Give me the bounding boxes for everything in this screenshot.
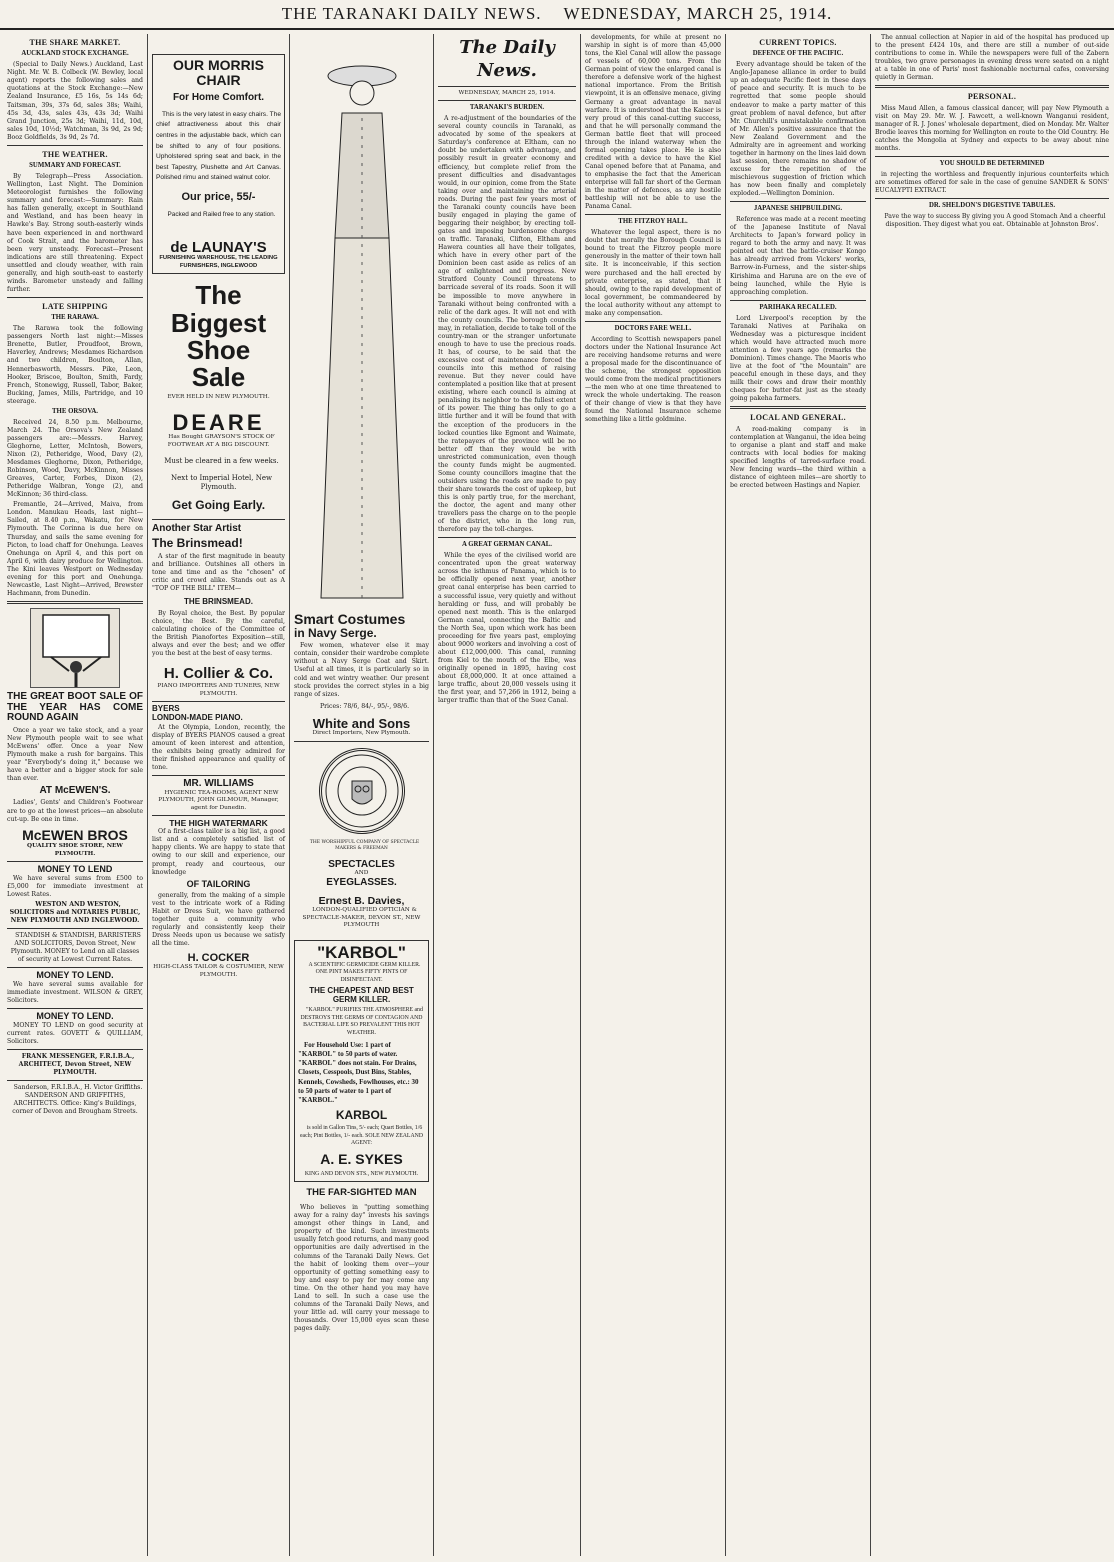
rarawa-heading: THE RARAWA. — [51, 314, 99, 322]
column-rule — [725, 34, 726, 1556]
orsova-text: Received 24, 8.50 p.m. Melbourne, March 24. The Orsova's New Zealand passengers are:—Messrs. Harvey, Gleghorne, Letter, McIntosh, Bowers, Nixon (2), Petheridge, Wood, Davy (2), Mesdames Gleghorne, Dixon, Petheridge, Robinson, Wood, Davy, McKinnon, Misses Greaves, Carter, Forbes, Dixon (2), Petheridge Walbran, Yonge (2), and McKinnon; 36 third-class. — [7, 418, 143, 499]
karbol-heading: "KARBOL" — [317, 942, 406, 962]
weather-heading: THE WEATHER. — [42, 149, 108, 159]
deare-text: Has Bought GRAYSON'S STOCK OF FOOTWEAR AT A BIG DISCOUNT. — [167, 434, 275, 448]
personal-heading: PERSONAL. — [967, 92, 1017, 102]
parihaka-text: Lord Liverpool's reception by the Taranaki Natives at Parihaka on Wednesday was a picturesque incident which would have attracted much more attention a few years ago (remarks the Dominion). Times change. The Maoris who live at the foot of "the Mountain" are peaceful enough in these days, and they milk their cows and draw their monthly cheques for butter-fat just as the steady going pakeha farmers. — [730, 314, 866, 403]
deare-text-3: Next to Imperial Hotel, New Plymouth. — [171, 474, 272, 492]
orsova-heading: THE ORSOVA. — [52, 407, 98, 415]
sanderson-text: in rejecting the worthless and frequently injurious counterfeits which are sometimes offered for sale in the case of genuine SANDER & SONS' EUCALYPTI EXTRACT. — [875, 170, 1109, 195]
daily-news-logo: The Daily News. — [459, 37, 555, 82]
watermark-text: Of a first-class tailor is a big list, a good list and a completely satisfied list of happy clients. We are happy to state that owing to our skill and experience, our prompt, ready and courteous, our knowledge — [152, 828, 285, 876]
defence-text: Every advantage should be taken of the Anglo-Japanese alliance in order to build up an adequate Pacific fleet in these days of peace and security. It is much to be regretted that some people should endeavor to make a party matter of this great problem of naval defence, but after Mr. Churchill's unmistakable confirmation of Mr. Allen's positive assurance that the New Zealand Government and the Admiralty are in agreement and working together in harmony on the lines laid down last session, there remains no shadow of excuse for the repetition of the mischievous suggestion of friction which has now been finally and completely exploded.—Wellington Dominion. — [730, 61, 866, 198]
byers-text: At the Olympia, London, recently, the display of BYERS PIANOS caused a great amount of keen interest and attention, the exhibits being greatly admired for their finished appearance and quality of tone. — [152, 723, 285, 772]
tabules-heading: DR. SHELDON'S DIGESTIVE TABULES. — [928, 202, 1056, 210]
shoe-sale-word-2: Biggest — [170, 307, 267, 338]
sanderson-heading: YOU SHOULD BE DETERMINED — [939, 160, 1045, 168]
money-lend-text-3: MONEY TO LEND on good security at current rates. GOVETT & QUILLIAM, Solicitors. — [7, 1021, 143, 1045]
masthead-date: WEDNESDAY, MARCH 25, 1914. — [563, 4, 833, 23]
karbol-ad — [294, 940, 429, 1182]
brinsmead-text: By Royal choice, the Best. By popular choice, the Best. By the careful, calculating choice of the Committee of the British Pianofortes Exposition—still, always and ever the best; and we offer you the best at the best of easy terms. — [152, 609, 285, 658]
sykes-subtitle: KING AND DEVON STS., NEW PLYMOUTH. — [304, 1170, 419, 1177]
column-4 — [435, 34, 579, 1554]
karbol-usage: For Household Use: 1 part of "KARBOL" to 50 parts of water. "KARBOL" does not stain. For Drains, Closets, Cesspools, Dust Bins, Stables, Kennels, Cowsheds, Fowlhouses, etc.: 30 to 50 parts of water to 1 part of "KARBOL." — [298, 1041, 419, 1104]
mcewen-name: McEWEN BROS — [22, 826, 128, 843]
morris-chair-text: This is the very latest in easy chairs. The chief attractiveness about this chair centres in the adjustable back, which can be shifted to any of four positions. Upholstered spring seat and back, in the best Tapestry, Plushette and Art Canvas. Polished rimu and stained walnut color. — [156, 110, 281, 182]
white-sons-subtitle: Direct Importers, New Plymouth. — [312, 730, 411, 737]
costume-subheading: in Navy Serge. — [294, 625, 377, 640]
sanderson-notice: Sanderson, F.R.I.B.A., H. Victor Griffiths. SANDERSON AND GRIFFITHS, ARCHITECTS. Office: King's Buildings, corner of Devon and Brougham Streets. — [12, 1083, 143, 1116]
current-topics-heading: CURRENT TOPICS. — [759, 38, 837, 47]
money-lend-text-2: We have several sums available for immediate investment. WILSON & GREY, Solicitors. — [7, 980, 143, 1005]
weston-notice: WESTON AND WESTON, SOLICITORS and NOTARIES PUBLIC, NEW PLYMOUTH AND INGLEWOOD. — [9, 901, 141, 925]
star-artist-text: A star of the first magnitude in beauty and brilliance. Outshines all others in tone and time and as the "chosen" of critic and crowd alike. Stands out as A "TOP OF THE BILL" ITEM— — [152, 553, 285, 593]
column-1 — [4, 34, 146, 1554]
weather-text: By Telegraph—Press Association. Wellington, Last Night. The Dominion Meteorologist furnishes the following summary and forecast:—Summary: Rain has fallen generally, except in Southland and Westland, and has been heavy in Hawke's Bay. Strong south-easterly winds have been experienced in and northward of Cook Strait, and the barometer has been very unsteady. Forecast—Present indications are still threatening. Expect unsettled and cloudy weather, with rain generally, and high south-east to easterly winds. Barometer unsteady and falling further. — [7, 173, 143, 293]
sykes-name: A. E. SYKES — [320, 1150, 403, 1167]
brinsmead-title: The Brinsmead! — [152, 535, 243, 550]
tailoring-text: generally, from the making of a simple vest to the intricate work of a Riding Habit or Dress Suit, we have gathered together quite a community who regularly and consistently keep their Dress Needs upon us because we satisfy all the time. — [152, 892, 285, 948]
shoe-sale-ad — [152, 282, 285, 511]
messenger-notice: FRANK MESSENGER, F.R.I.B.A., ARCHITECT, Devon Street, NEW PLYMOUTH. — [18, 1052, 135, 1076]
spectacles-heading: SPECTACLES — [328, 858, 395, 870]
fitzroy-text: Whatever the legal aspect, there is no doubt that morally the Borough Council is bound to treat the Fitzroy people more generously in the matter of their town hall site. It is inconceivable, if this section were purchased and the hall erected by private enterprise, as stated, that it should, owing to the rapid development of local government, be commandeered by the local authority without any attempt to make any compensation. — [585, 229, 721, 317]
doctors-text: According to Scottish newspapers panel doctors under the National Insurance Act are receiving handsome returns and were a proposal made for the discontinuance of the scheme, the strongest opposition would come from the medical practitioners—the men who at one time threatened to wreck the whole undertaking. The reason of their change of view is that they have found the National Insurance scheme something like a little goldmine. — [585, 335, 721, 424]
williams-name: MR. WILLIAMS — [183, 778, 254, 790]
burden-text: A re-adjustment of the boundaries of the several county councils in Taranaki, as advocated by some of the speakers at Saturday's conference at Eltham, can no doubt be undertaken with advantage, and possibly result in greater economy and efficiency, but complete relief from the present difficulties and disadvantages would, in our opinion, come from the State taking over and maintaining the arterial roads. During the past few years most of the Taranaki county councils have been busily engaged in playing the game of beggaring their neighbor, by erecting toll-gates and imposing burdensome charges on traffic. Taranaki, Clifton, Eltham and Hawera counties all have their tollgates, which have in every other part of the Dominion been cast aside as relics of an age of enlightened and progress. New Stratford County Council threatens to barricade several of its roads. Soon it will be impossible to move anywhere in Taranaki without being confronted with a relic of the dark ages. It will not end with the county councils. The borough councils may, in retaliation, decide to take toll of the country-man or the stranger unfortunate enough to have to use the precious roads. It has, of course, to be said that the excessive cost of maintenance forced the councils into this method of raising revenue. But they never could have contemplated a position like that at present existing, where each council is aiming at penalising its neighbor to the fullest extent of its power. The thing has only to go a little further and it will be found that with the exception of the producers in the locked counties like Egmont and Waimate, the ratepayers of the province will be no better off than they would be with unrestricted communication, even though the county funds might be augmented. Some county councillors imagine that the outsiders using the roads are made to pay their share towards the cost of upkeep, but this is only partly true, for the merchant, the doctor, the agent and many other travellers pass the charge on to the people of the district, who in the long run, therefore pay the toll-charges. — [438, 115, 576, 534]
karbol-sold: is sold in Gallon Tins, 5/- each; Quart Bottles, 1/6 each; Pint Bottles, 1/- each. SOLE NEW ZEALAND AGENT: — [299, 1125, 424, 1147]
boot-sale-text: Once a year we take stock, and a year New Plymouth people wait to see what McEwens' offer. Once a year New Plymouth make a rush for bargains. This year "Everybody's doing it," because we have a better and a bigger stock for sale than ever. — [7, 726, 143, 782]
shoe-sale-word-1: The — [195, 280, 242, 311]
boot-sale-heading: THE GREAT BOOT SALE OF THE YEAR HAS COME ROUND AGAIN — [7, 691, 143, 724]
mcewen-subtitle: QUALITY SHOE STORE, NEW PLYMOUTH. — [27, 843, 123, 857]
collier-name: H. Collier & Co. — [163, 665, 274, 683]
tailoring-heading: OF TAILORING — [186, 878, 251, 889]
local-general-heading: LOCAL AND GENERAL. — [750, 413, 846, 423]
star-artist-heading: Another Star Artist — [152, 523, 242, 535]
shoe-sale-word-4: Sale — [191, 362, 246, 393]
column-rule — [433, 34, 434, 1556]
column-6 — [727, 34, 869, 1554]
canal-continued-text: developments, for while at present no warship in sight is of more than 45,000 tons, the Kiel Canal will allow the passage of vessels of 60,000 tons. From the German point of view the enlarged canal is therefore a defensive work of the highest national importance. From the British viewpoint, it is an offensive menace, giving Germany a great advantage in naval warfare. It is understood that the Kaiser is very proud of this canal-cutting success, and that he will personally command the German battle fleet that will proceed through the inland waterway when the formal opening takes place. He is also credited with a device to have the Kiel Canal opened before that at Panama, and to emphasise the fact that the American enterprise will fall far short of the German in the matter of defences, as any hostile battleship will not be able to use the Panama Canal. — [585, 34, 721, 211]
deare-go: Get Going Early. — [171, 497, 266, 512]
lady-figure-icon — [307, 38, 417, 608]
parihaka-heading: PARIHAKA RECALLED. — [759, 303, 837, 311]
morris-chair-heading: OUR MORRIS CHAIR — [173, 57, 264, 88]
canal-text: While the eyes of the civilised world are concentrated upon the great waterway across the isthmus of Panama, which is to be officially opened next year, another great canal enterprise has been carried to a successful issue, very quietly and without heralding or fuss, and will probably be opened next month. This is the enlarged German canal, connecting the Baltic and the North Sea, upon which work has been proceeding for five years past, employing about 9000 workers and involving a cost of about £12,000,000. This canal, running from Kiel to the mouth of the Elbe, was originally opened in 1895, having cost about £8,000,000. It at once attained a large traffic, about 20,000 vessels using it the first year, and 57,266 in 1912, being a larger traffic than that of the Suez Canal. — [438, 552, 576, 705]
watermark-heading: THE HIGH WATERMARK — [169, 818, 268, 829]
boot-sale-at: AT McEWEN'S. — [39, 784, 111, 796]
share-market-text: (Special to Daily News.) Auckland, Last Night. Mr. W. B. Colbeck (W. Bewley, local agent) reports the following sales and quotations at the Stock Exchange:—New Zealand Insurance, £5 16s, 5s 14s 6d; Taitsman, 39s, 37s 6d, sales 38s; Waihi, 45s 3d, 43s, sales 43s, 43s 3d; Waihi Grand Junction, 25s 3d; Waihi, 11d, 10d, sales 10d, 10½d; Watchman, 3s 9d, 2s 9d; Booz Goldfields, 3s 9d, 2s 7d. — [7, 61, 143, 141]
share-market-subheading: AUCKLAND STOCK EXCHANGE. — [21, 50, 129, 58]
sign-holder-icon — [31, 609, 121, 689]
shoe-sale-word-3: Shoe — [186, 334, 251, 365]
crest-icon — [322, 751, 402, 831]
burden-heading: TARANAKI'S BURDEN. — [469, 104, 545, 112]
morris-chair-price: Our price, 55/- — [181, 190, 256, 203]
local-general-text: A road-making company is in contemplation at Wanganui, the idea being to organise a plant and staff and make contracts with local bodies for making specified lengths of tarred-surface road. New fencing wards—the third within a distance of eighteen miles—are shortly to be erected between Hastings and Napier. — [730, 425, 866, 490]
morris-chair-ad — [152, 54, 285, 274]
delaunay-name: de LAUNAY'S — [170, 238, 267, 256]
byers-name: BYERS — [152, 704, 180, 714]
canal-heading: A GREAT GERMAN CANAL. — [461, 541, 552, 549]
doctors-heading: DOCTORS FARE WELL. — [614, 324, 692, 332]
rarawa-text: The Rarawa took the following passengers North last night:—Misses Brenette, Butler, Proudfoot, Brown, Haverley, Andrews; Mesdames Richardson and two children, Boulton, Allan, Hennerbasworth, Messrs. Pike, Leon, Hooker, Briscoe, Boulton, Smith, Fardy, French, Stonewigg, Russell, Tabor, Baker, Bucking, James, Mills, Partridge, and 10 steerage. — [7, 325, 143, 405]
boot-sale-text-2: Ladies', Gents' and Children's Footwear are to go at the lowest prices—an absolute cut-up. Be one in time. — [7, 799, 143, 823]
shipping-heading: LATE SHIPPING — [42, 302, 108, 311]
shipbuilding-heading: JAPANESE SHIPBUILDING. — [753, 205, 843, 213]
far-sighted-text: Who believes in "putting something away for a rainy day" invests his savings amongst other things in Land, and property of the kind. Such investments usually fetch good returns, and many good opportunities are daily advertised in the columns of the Taranaki Daily News. Get the habit of looking them over—your opportunity of getting something easy to buy and easy to pay for may come any time. On the other hand you may have Land to sell. In such a case use the columns of the Taranaki Daily News, and your little ad. will carry your message to thousands. Over 15,000 eyes scan these pages daily. — [294, 1204, 429, 1333]
davies-subtitle: LONDON-QUALIFIED OPTICIAN & SPECTACLE-MAKER, DEVON ST., NEW PLYMOUTH — [302, 907, 421, 929]
delaunay-subtitle: FURNISHING WAREHOUSE, THE LEADING FURNISHERS, INGLEWOOD — [159, 255, 278, 269]
morris-chair-subheading: For Home Comfort. — [172, 92, 265, 104]
napier-text: The annual collection at Napier in aid of the hospital has produced up to the present £424 10s, and there are still a number of out-side contributions to come in. While the newspapers were full of the Zabern troubles, two grave personages in evening dress were seated on a night at a table in one of Paris' most fashionable nocturnal cafes, conversing quietly in German. — [875, 34, 1109, 82]
money-lend-heading-2: MONEY TO LEND. — [36, 970, 114, 981]
personal-text: Miss Maud Allen, a famous classical dancer, will pay New Plymouth a visit on May 29. Mr. W. J. Fawcett, a well-known Wanganui resident, manager of R. J. Jones' wholesale department, died on Monday. Mr. Walter Brodie leaves this morning for Wellington en route to the Old Country. He catches the Mongolia at Sydney and expects to be away about nine months. — [875, 104, 1109, 153]
shipping-text: Fremantle, 24—Arrived, Maiva, from London. Manukau Heads, last night—Sailed, at 8.40 p.m., Wakatu, for New Plymouth. The Corinna is due here on Thursday, and sails the same evening for Picton, to load chaff for Onehunga. Leaves Onehunga on April 4, and this port on April 6, with dairy produce for Wellington. The Kini leaves Westport on Wednesday evening for this port and Onehunga. Newcastle, Last Night—Arrived, Brewster Hachmann, from Dunedin. — [7, 501, 143, 597]
money-lend-text-1: We have several sums from £500 to £5,000 for immediate investment at Lowest Rates. — [7, 874, 143, 898]
karbol-text: A SCIENTIFIC GERMICIDE GERM KILLER. ONE PINT MAKES FIFTY PINTS OF DISINFECTANT. — [308, 961, 421, 983]
column-5 — [582, 34, 724, 1554]
white-sons-name: White and Sons — [312, 715, 411, 731]
column-rule — [870, 34, 871, 1556]
deare-text-2: Must be cleared in a few weeks. — [164, 457, 279, 466]
money-lend-heading-1: MONEY TO LEND — [37, 864, 113, 875]
money-lend-heading-3: MONEY TO LEND. — [36, 1011, 114, 1022]
cocker-subtitle: HIGH-CLASS TAILOR & COSTUMIER, NEW PLYMOUTH. — [153, 964, 284, 978]
column-7 — [872, 34, 1112, 1554]
editorial-date: WEDNESDAY, MARCH 25, 1914. — [458, 89, 556, 96]
tabules-text: Pave the way to success By giving you A good Stomach And a cheerful disposition. They digest what you eat. Obtainable at Johnston Bros'. — [884, 212, 1106, 229]
karbol-name-2: KARBOL — [335, 1107, 388, 1122]
share-market-heading: THE SHARE MARKET. — [29, 38, 121, 47]
column-rule — [289, 34, 290, 1556]
masthead — [0, 0, 1114, 30]
williams-text: HYGIENIC TEA-ROOMS, AGENT NEW PLYMOUTH, JOHN GILMOUR, Manager, agent for Dunedin. — [158, 789, 279, 811]
far-sighted-heading: THE FAR-SIGHTED MAN — [306, 1187, 417, 1199]
costume-price: Prices: 78/6, 84/-, 95/-, 98/6. — [319, 702, 410, 710]
spectacles-and: AND — [354, 870, 369, 877]
column-3 — [291, 34, 432, 1554]
weather-subheading: SUMMARY AND FORECAST. — [29, 162, 121, 170]
shipbuilding-text: Reference was made at a recent meeting of the Japanese Institute of Naval Architects to Japan's forward policy in regard to both the army and navy. It was pointed out that the battle-cruiser Kongo has already arrived from Vickers' works, Barrow-in-Furness, and the sister-ships Kirishima and Haruna are on the eve of being launched, while the Hyie is approaching completion. — [730, 216, 866, 296]
standish-notice: STANDISH & STANDISH, BARRISTERS AND SOLICITORS, Devon Street, New Plymouth. MONEY to Lend on all classes of security at Lowest Current Rates. — [10, 932, 141, 964]
karbol-text-2: "KARBOL" PURIFIES THE ATMOSPHERE and DESTROYS THE GERMS OF CONTAGION AND BACTERIAL LIFE SO PREVALENT THIS HOT WEATHER. — [300, 1007, 423, 1036]
shoe-sale-subtitle: EVER HELD IN NEW PLYMOUTH. — [167, 393, 270, 400]
boot-sale-illustration — [30, 608, 120, 688]
fitzroy-heading: THE FITZROY HALL. — [618, 218, 688, 226]
morris-chair-note: Packed and Railed free to any station. — [167, 211, 276, 219]
spectacle-makers-seal — [319, 748, 405, 834]
collier-subtitle: PIANO IMPORTERS AND TUNERS, NEW PLYMOUTH. — [157, 683, 280, 697]
deare-name: DEARE — [172, 410, 265, 436]
column-rule — [147, 34, 148, 1556]
column-2 — [149, 34, 288, 1554]
seal-text: THE WORSHIPFUL COMPANY OF SPECTACLE MAKERS & FREEMAN — [309, 839, 420, 851]
byers-subtitle: LONDON-MADE PIANO. — [152, 712, 243, 722]
davies-name: Ernest B. Davies, — [318, 895, 405, 908]
costume-heading: Smart Costumes — [294, 611, 406, 627]
column-rule — [580, 34, 581, 1556]
masthead-title: THE TARANAKI DAILY NEWS. — [281, 4, 542, 23]
cocker-name: H. COCKER — [187, 951, 250, 964]
karbol-cheapest: THE CHEAPEST AND BEST GERM KILLER. — [309, 986, 414, 1004]
costume-illustration — [307, 38, 417, 608]
defence-heading: DEFENCE OF THE PACIFIC. — [752, 50, 844, 58]
costume-text: Few women, whatever else it may contain, consider their wardrobe complete without a Navy Serge Coat and Skirt. Useful at all times, it is particularly so in cold and wet wintry weather. Our present stock provides the correct styles in a big range of sizes. — [294, 642, 429, 698]
eyeglasses-heading: EYEGLASSES. — [326, 876, 397, 888]
brinsmead-heading: THE BRINSMEAD. — [184, 596, 253, 606]
